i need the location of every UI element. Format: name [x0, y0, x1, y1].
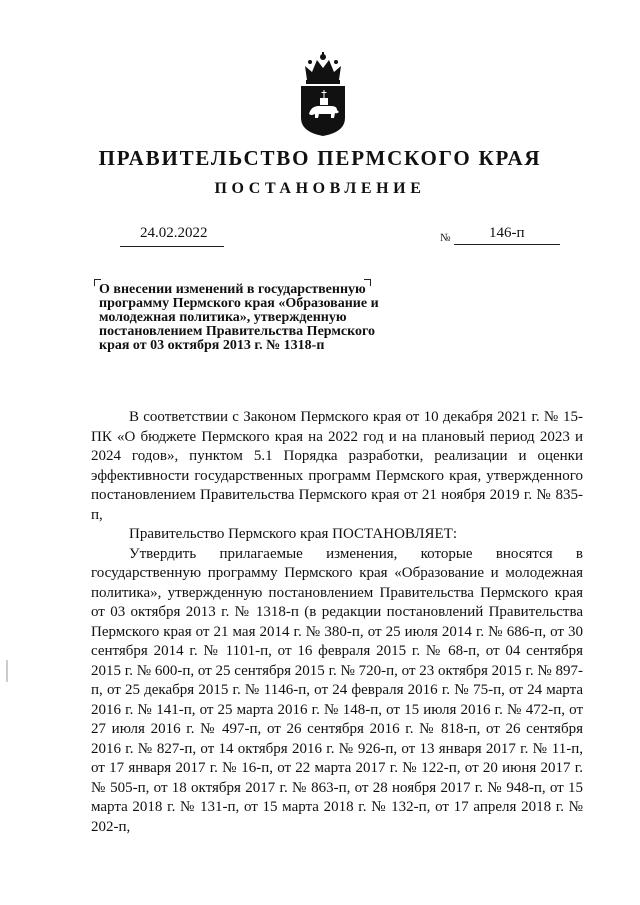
- date-underline: [120, 246, 224, 247]
- perm-krai-coat-of-arms-icon: [297, 52, 349, 136]
- document-subject: О внесении изменений в государственную программу Пермского края «Образование и молодежная политика», утвержденную постановлением Правительства Пермского края от 03 октября 2013 г. № 1318-п: [99, 282, 379, 353]
- number-underline: [454, 244, 560, 245]
- document-number: 146-п: [489, 225, 525, 241]
- body-paragraph-legal-basis: В соответствии с Законом Пермского края от 10 декабря 2021 г. № 15-ПК «О бюджете Пермского края на 2022 год и на плановый период 2023 и 2024 годов», пунктом 5.1 Порядка разработки, реализации и оценки эффективности государственных программ Пермского края, утвержденного постановлением Правительства Пермского края от 21 ноября 2019 г. № 835-п,: [91, 409, 583, 523]
- document-type: ПОСТАНОВЛЕНИЕ: [214, 180, 426, 197]
- body-paragraph-approve: Утвердить прилагаемые изменения, которые вносятся в государственную программу Пермского края «Образование и молодежная политика», утвержденную постановлением Правительства Пермского края от 03 октября 2013 г. № 1318-п (в редакции постановлений Правительства Пермского края от 21 мая 2014 г. № 380-п, от 25 июля 2014 г. № 686-п, от 30 сентября 2014 г. № 1101-п, от 16 февраля 2015 г. № 68-п, от 04 сентября 2015 г. № 600-п, от 25 сентября 2015 г. № 720-п, от 23 октября 2015 г. № 897-п, от 25 декабря 2015 г. № 1146-п, от 24 февраля 2016 г. № 75-п, от 24 марта 2016 г. № 141-п, от 25 марта 2016 г. № 148-п, от 15 июля 2016 г. № 472-п, от 27 июля 2016 г. № 497-п, от 26 сентября 2016 г. № 818-п, от 26 сентября 2016 г. № 827-п, от 14 октября 2016 г. № 926-п, от 13 января 2017 г. № 11-п, от 17 января 2017 г. № 16-п, от 22 марта 2017 г. № 122-п, от 20 июня 2017 г. № 505-п, от 18 октября 2017 г. № 863-п, от 28 ноября 2017 г. № 948-п, от 15 марта 2018 г. № 131-п, от 15 марта 2018 г. № 132-п, от 17 апреля 2018 г. № 202-п,: [91, 545, 583, 835]
- scan-artifact: [6, 660, 8, 682]
- government-title: ПРАВИТЕЛЬСТВО ПЕРМСКОГО КРАЯ: [98, 146, 542, 170]
- document-body: [91, 408, 583, 837]
- number-sign: №: [440, 232, 451, 244]
- document-date: 24.02.2022: [140, 225, 208, 241]
- body-paragraph-resolves: Правительство Пермского края ПОСТАНОВЛЯЕТ:: [129, 526, 458, 542]
